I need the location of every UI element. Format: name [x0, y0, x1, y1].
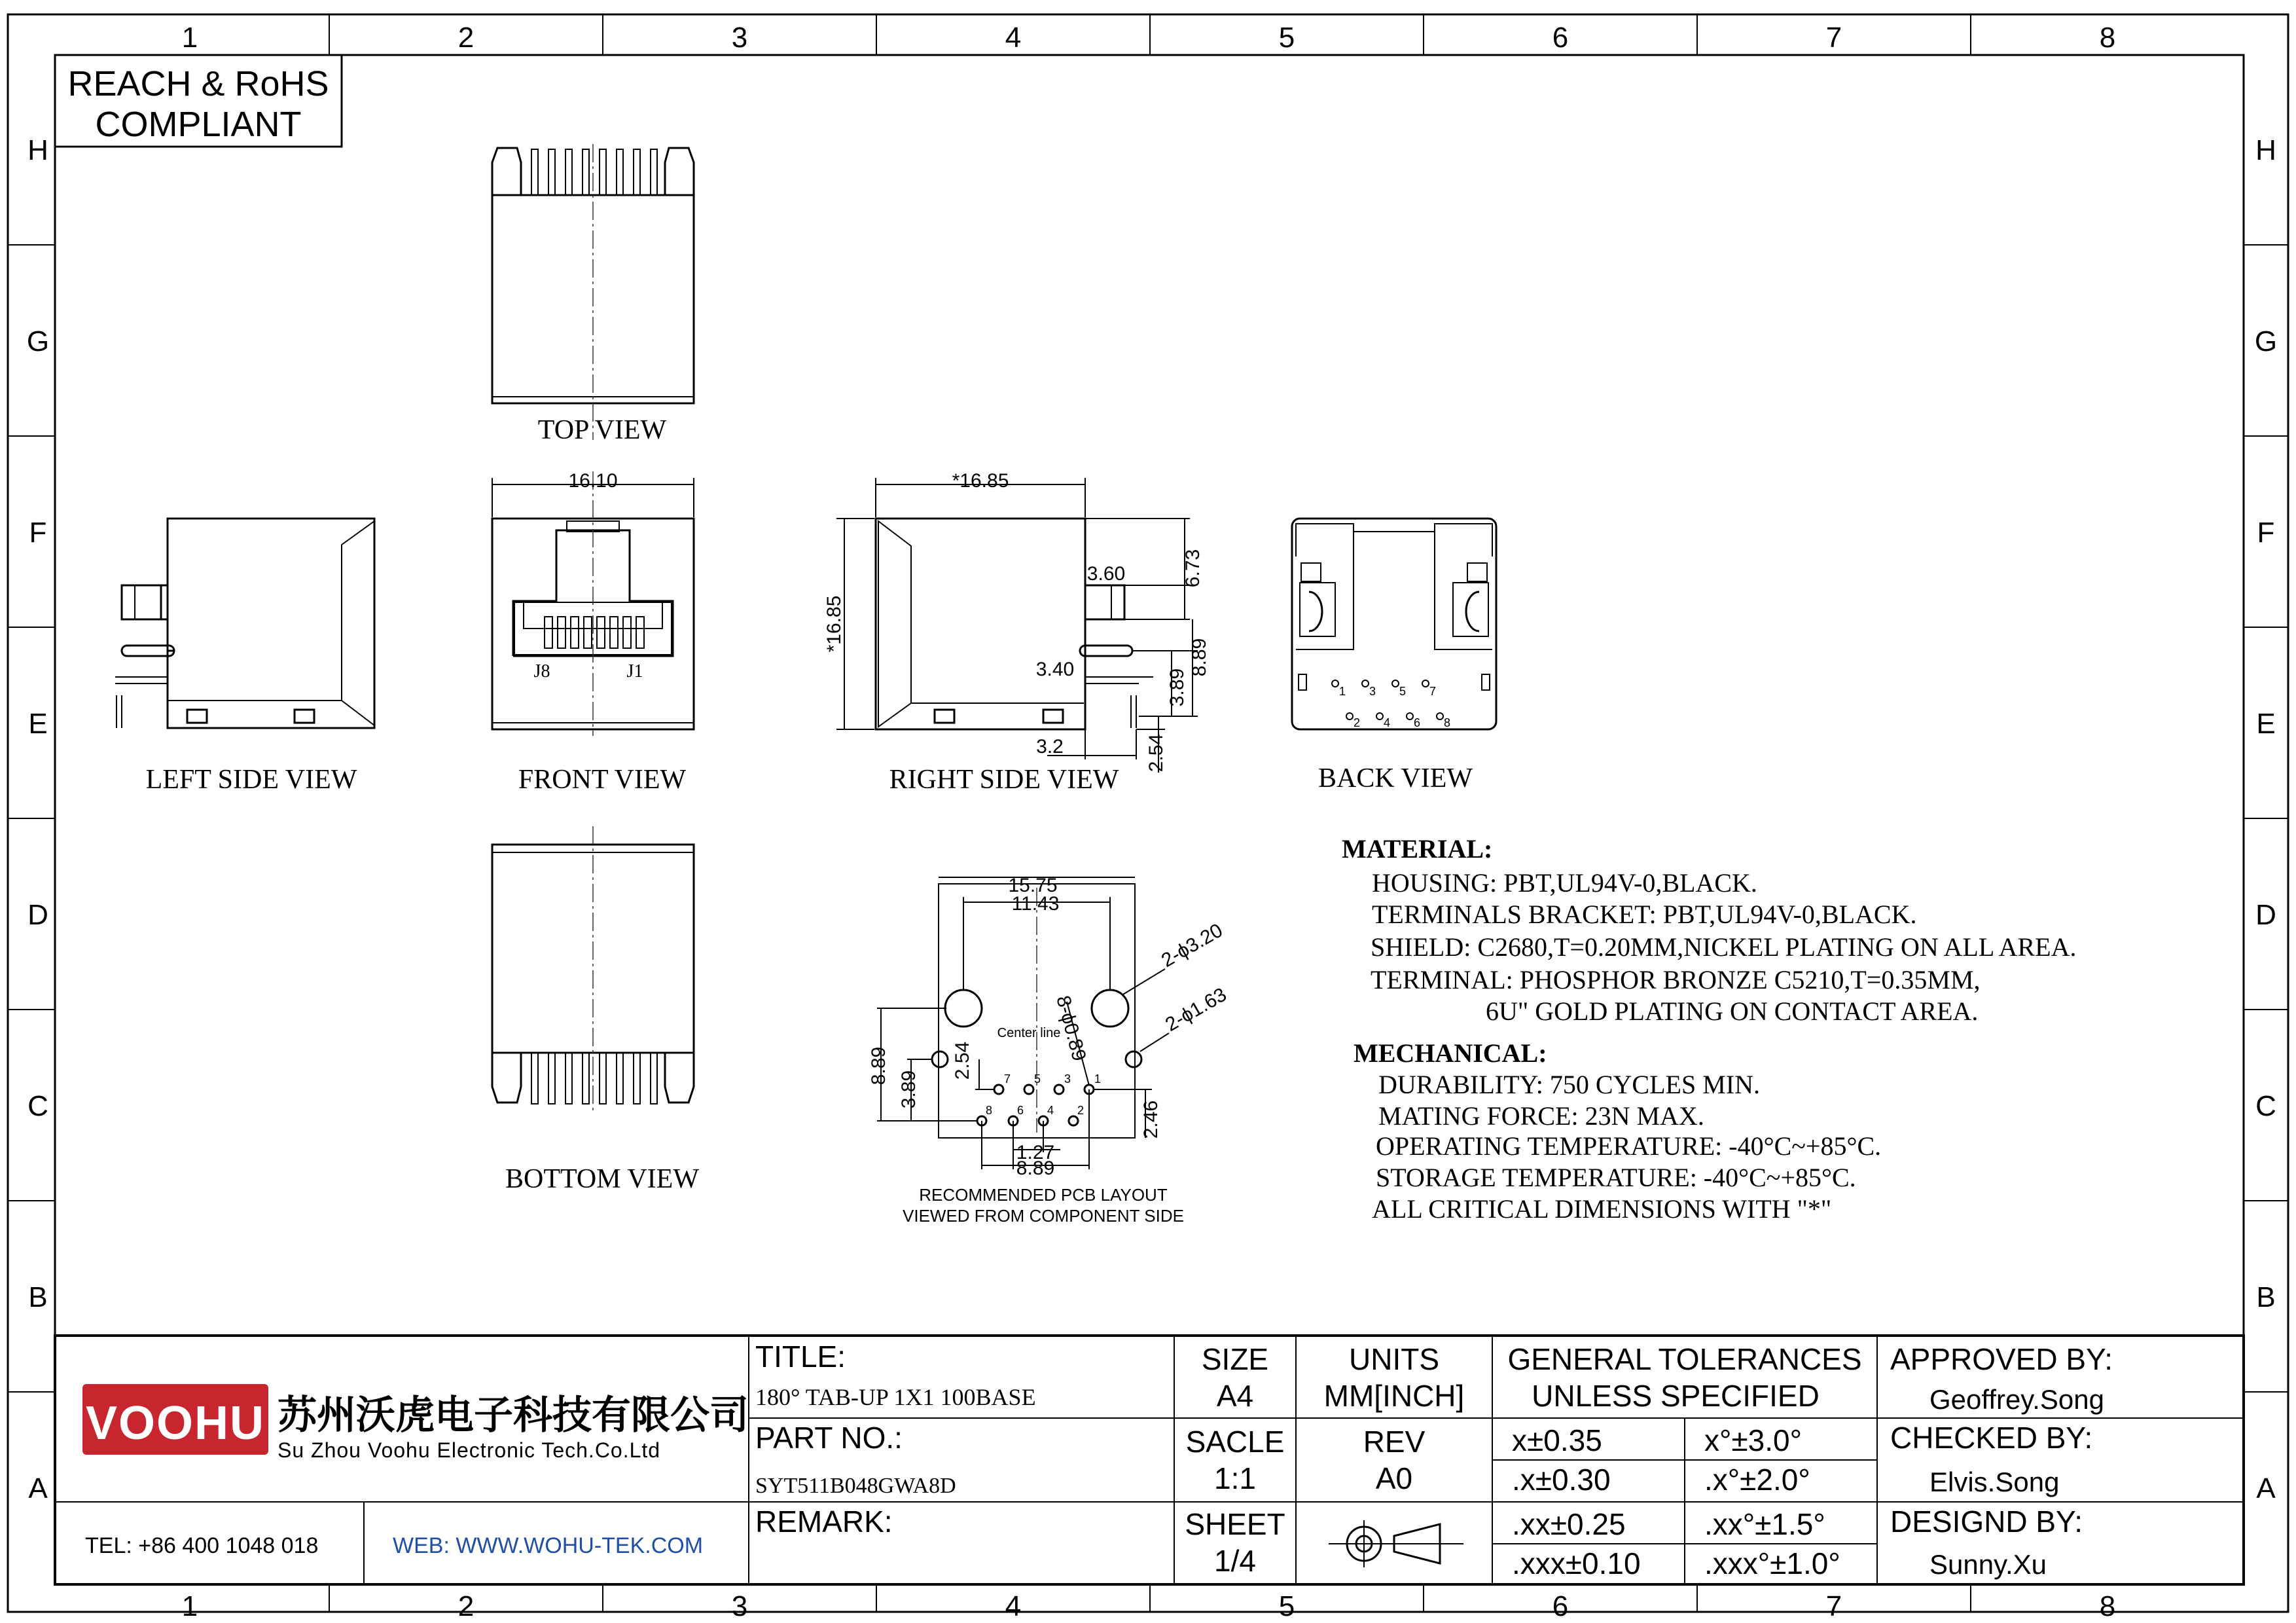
front-view-label: FRONT VIEW [518, 765, 687, 795]
tol-angular: .xx°±1.5° [1704, 1507, 1825, 1541]
col-label: 6 [1552, 22, 1569, 54]
col-label: 6 [1552, 1590, 1569, 1622]
tolerances-heading-1: GENERAL TOLERANCES [1507, 1342, 1862, 1376]
row-label: G [26, 325, 50, 357]
company-name-en: Su Zhou Voohu Electronic Tech.Co.Ltd [278, 1438, 661, 1462]
title-label: TITLE: [755, 1340, 846, 1374]
pcb-layout [868, 875, 1230, 1226]
right-view-label: RIGHT SIDE VIEW [889, 765, 1119, 795]
dim-15-75: 15.75 [1008, 875, 1058, 896]
top-view [492, 144, 694, 445]
pin-label-j1: J1 [626, 661, 643, 682]
row-label: B [2256, 1281, 2276, 1313]
tol-angular: .xxx°±1.0° [1704, 1546, 1840, 1580]
right-side-view [823, 470, 1210, 795]
dim-11-43: 11.43 [1011, 893, 1060, 915]
tel-text: TEL: +86 400 1048 018 [85, 1533, 319, 1558]
back-view [1292, 519, 1496, 793]
left-side-view [115, 519, 374, 795]
material-line: TERMINALS BRACKET: PBT,UL94V-0,BLACK. [1372, 900, 1917, 929]
approved-label: APPROVED BY: [1890, 1342, 2113, 1376]
dim-3-89-v: 3.89 [898, 1070, 920, 1109]
row-label: C [27, 1090, 48, 1122]
units-value: MM[INCH] [1323, 1379, 1465, 1413]
back-pin: 1 [1339, 685, 1346, 698]
col-label: 4 [1005, 22, 1022, 54]
col-label: 4 [1005, 1590, 1022, 1622]
tol-linear: x±0.35 [1512, 1423, 1602, 1457]
column-labels [182, 22, 2115, 1622]
pcb-pin: 6 [1017, 1104, 1024, 1117]
hole-small-label: 2-ϕ1.63 [1162, 983, 1230, 1036]
col-label: 7 [1825, 22, 1842, 54]
scale-value: 1:1 [1214, 1461, 1256, 1495]
dim-2-46: 2.46 [1140, 1100, 1162, 1139]
bottom-view-label: BOTTOM VIEW [505, 1164, 699, 1194]
pcb-pin: 2 [1077, 1104, 1085, 1117]
col-label: 2 [457, 1590, 475, 1622]
col-label: 3 [731, 1590, 748, 1622]
designed-label: DESIGND BY: [1890, 1504, 2083, 1539]
dim-3-60: 3.60 [1086, 563, 1126, 585]
compliance-box [55, 55, 342, 147]
col-label: 1 [181, 1590, 198, 1622]
row-label: D [27, 899, 48, 931]
row-label: C [2255, 1090, 2276, 1122]
hole-pins-label: 8-ϕ0.89 [1052, 993, 1090, 1064]
size-label: SIZE [1201, 1342, 1269, 1376]
title-value: 180° TAB-UP 1X1 100BASE [755, 1384, 1036, 1410]
row-label: F [2257, 517, 2275, 549]
material-line: SHIELD: C2680,T=0.20MM,NICKEL PLATING ON ALL AREA. [1371, 932, 2077, 962]
checked-label: CHECKED BY: [1890, 1421, 2093, 1455]
title-block [55, 1336, 2244, 1584]
mechanical-line: STORAGE TEMPERATURE: -40°C~+85°C. [1376, 1163, 1856, 1192]
back-pin: 6 [1414, 716, 1421, 729]
row-label: E [28, 708, 48, 740]
col-label: 8 [2099, 22, 2116, 54]
dim-6-73: 6.73 [1182, 549, 1204, 588]
bottom-view [492, 826, 699, 1194]
row-label: A [28, 1472, 48, 1504]
logo-text: VOOHU [85, 1397, 266, 1450]
pin-label-j8: J8 [533, 661, 550, 682]
tol-angular: .x°±2.0° [1704, 1463, 1810, 1497]
pcb-caption-1: RECOMMENDED PCB LAYOUT [919, 1185, 1168, 1205]
pcb-pin: 5 [1034, 1072, 1041, 1085]
material-line: TERMINAL: PHOSPHOR BRONZE C5210,T=0.35MM, [1371, 965, 1981, 994]
pcb-pin: 4 [1047, 1104, 1054, 1117]
row-label: A [2256, 1472, 2276, 1504]
tol-linear: .x±0.30 [1512, 1463, 1611, 1497]
material-line: 6U" GOLD PLATING ON CONTACT AREA. [1486, 996, 1979, 1026]
web-link[interactable]: WEB: WWW.WOHU-TEK.COM [393, 1533, 704, 1558]
dim-16-85-h: *16.85 [952, 470, 1009, 492]
pcb-caption-2: VIEWED FROM COMPONENT SIDE [903, 1206, 1184, 1226]
tol-linear: .xxx±0.10 [1512, 1546, 1641, 1580]
mechanical-line: DURABILITY: 750 CYCLES MIN. [1378, 1070, 1760, 1099]
sheet-value: 1/4 [1214, 1544, 1256, 1578]
col-label: 8 [2099, 1590, 2116, 1622]
dim-1-27: 1.27 [1016, 1142, 1055, 1163]
front-view [492, 470, 694, 795]
units-label: UNITS [1349, 1342, 1439, 1376]
row-labels [27, 134, 2277, 1504]
col-label: 5 [1278, 22, 1295, 54]
scale-label: SACLE [1185, 1425, 1285, 1459]
tol-angular: x°±3.0° [1704, 1423, 1802, 1457]
row-label: F [29, 517, 47, 549]
hole-large-label: 2-ϕ3.20 [1158, 919, 1227, 972]
pcb-pin: 7 [1004, 1072, 1011, 1085]
row-label: E [2256, 708, 2276, 740]
back-pin: 2 [1354, 716, 1361, 729]
compliance-line-2: COMPLIANT [95, 105, 302, 144]
back-pin: 7 [1429, 685, 1437, 698]
projection-symbol-icon [1329, 1520, 1463, 1567]
mechanical-heading: MECHANICAL: [1354, 1038, 1547, 1068]
material-heading: MATERIAL: [1342, 834, 1493, 864]
rev-value: A0 [1375, 1461, 1413, 1495]
mechanical-line: MATING FORCE: 23N MAX. [1378, 1101, 1704, 1131]
dim-8-89-h: 8.89 [1016, 1158, 1055, 1179]
row-label: D [2255, 899, 2276, 931]
dim-3-40: 3.40 [1035, 659, 1075, 680]
tolerances-heading-2: UNLESS SPECIFIED [1532, 1379, 1820, 1413]
pcb-pin: 8 [986, 1104, 993, 1117]
pcb-pin: 1 [1094, 1072, 1102, 1085]
part-label: PART NO.: [755, 1421, 903, 1455]
dim-8-89-v: 8.89 [868, 1046, 889, 1085]
dim-8-89: 8.89 [1189, 638, 1210, 677]
left-view-label: LEFT SIDE VIEW [145, 765, 357, 795]
row-label: B [28, 1281, 48, 1313]
dim-2-54-v: 2.54 [952, 1041, 973, 1080]
company-name-cn: 苏州沃虎电子科技有限公司 [278, 1393, 749, 1437]
back-view-label: BACK VIEW [1318, 763, 1473, 793]
top-view-label: TOP VIEW [537, 415, 667, 445]
mechanical-line: OPERATING TEMPERATURE: -40°C~+85°C. [1376, 1131, 1882, 1161]
row-label: H [2255, 134, 2276, 166]
col-label: 1 [181, 22, 198, 54]
dim-3-2: 3.2 [1036, 736, 1064, 757]
center-line-label: Center line [997, 1026, 1061, 1040]
back-pin: 3 [1369, 685, 1376, 698]
col-label: 2 [457, 22, 475, 54]
back-pin: 8 [1444, 716, 1451, 729]
col-label: 3 [731, 22, 748, 54]
col-label: 7 [1825, 1590, 1842, 1622]
rev-label: REV [1363, 1425, 1426, 1459]
part-value: SYT511B048GWA8D [755, 1474, 956, 1498]
material-line: HOUSING: PBT,UL94V-0,BLACK. [1372, 868, 1757, 898]
row-label: G [2254, 325, 2278, 357]
size-value: A4 [1216, 1379, 1254, 1413]
remark-label: REMARK: [755, 1504, 893, 1539]
back-pin: 4 [1384, 716, 1391, 729]
dim-16-85-v: *16.85 [823, 595, 845, 653]
back-pin: 5 [1399, 685, 1407, 698]
compliance-line-1: REACH & RoHS [67, 64, 329, 103]
dim-2-54: 2.54 [1145, 733, 1167, 773]
checked-value: Elvis.Song [1929, 1467, 2060, 1497]
col-label: 5 [1278, 1590, 1295, 1622]
mechanical-line: ALL CRITICAL DIMENSIONS WITH "*" [1372, 1194, 1832, 1224]
row-label: H [27, 134, 48, 166]
pcb-pin: 3 [1064, 1072, 1071, 1085]
designed-value: Sunny.Xu [1929, 1549, 2047, 1580]
approved-value: Geoffrey.Song [1929, 1384, 2104, 1415]
dim-16-10: 16.10 [568, 470, 618, 492]
sheet-label: SHEET [1185, 1507, 1285, 1541]
dim-3-89: 3.89 [1166, 668, 1188, 707]
notes [1342, 834, 2076, 1224]
tol-linear: .xx±0.25 [1512, 1507, 1626, 1541]
